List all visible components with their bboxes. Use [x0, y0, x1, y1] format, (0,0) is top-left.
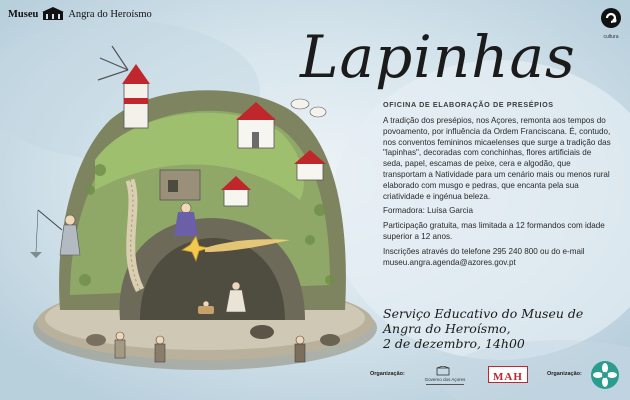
cultura-logo-text: cultura	[603, 34, 619, 40]
organization-label: Organização:	[370, 371, 405, 377]
governo-divider	[426, 384, 464, 385]
nativity-illustration	[0, 40, 390, 400]
museum-name: Angra do Heroísmo	[68, 8, 152, 20]
instructor-line: Formadora: Luísa Garcia	[383, 206, 473, 216]
poster-subtitle: OFICINA DE ELABORAÇÃO DE PRESÉPIOS	[383, 100, 554, 109]
cultura-logo[interactable]	[598, 7, 624, 39]
description-block	[383, 116, 613, 272]
cultura-logo-icon	[600, 7, 622, 29]
organization-label-2: Organização:	[547, 371, 582, 377]
governo-text: Governo dos Açores	[424, 377, 466, 382]
museum-brand[interactable]	[8, 7, 152, 21]
footer-logos	[0, 364, 630, 400]
participation-paragraph: Participação gratuita, mas limitada a 12 formandos com idade superior a 12 anos.	[383, 221, 605, 241]
poster-title: Lapinhas	[300, 23, 576, 91]
event-details	[383, 306, 623, 351]
governo-acores-logo[interactable]	[418, 366, 472, 388]
museum-prefix: Museu	[8, 8, 39, 20]
mah-logo[interactable]	[488, 366, 528, 383]
registration-paragraph: Inscrições através do telefone 295 240 800 ou do e-mail museu.angra.agenda@azores.gov.pt	[383, 246, 585, 267]
mah-logo-text: MAH	[493, 371, 523, 383]
date-line: 2 de dezembro, 14h00	[383, 336, 525, 351]
intro-paragraph: A tradição dos presépios, nos Açores, remonta aos tempos do povoamento, por influência da Ordem Franciscana. É, contudo, nos conventos femininos micaelenses que surge a tradição das "lapinhas", decoradas com conchinhas, flores artificiais de seda, papel, escamas de peixe, cera e algodão, que transportam a Natividade para um cenário mais ou menos rural elaborado com musgo e pedras, que encanta pela sua criatividade e ingénua beleza.	[383, 116, 611, 201]
teal-flower-logo-icon[interactable]	[590, 360, 620, 390]
museum-building-icon	[42, 7, 64, 21]
governo-crest-icon	[436, 366, 450, 376]
service-line: Serviço Educativo do Museu de Angra do Heroísmo,	[383, 306, 584, 336]
